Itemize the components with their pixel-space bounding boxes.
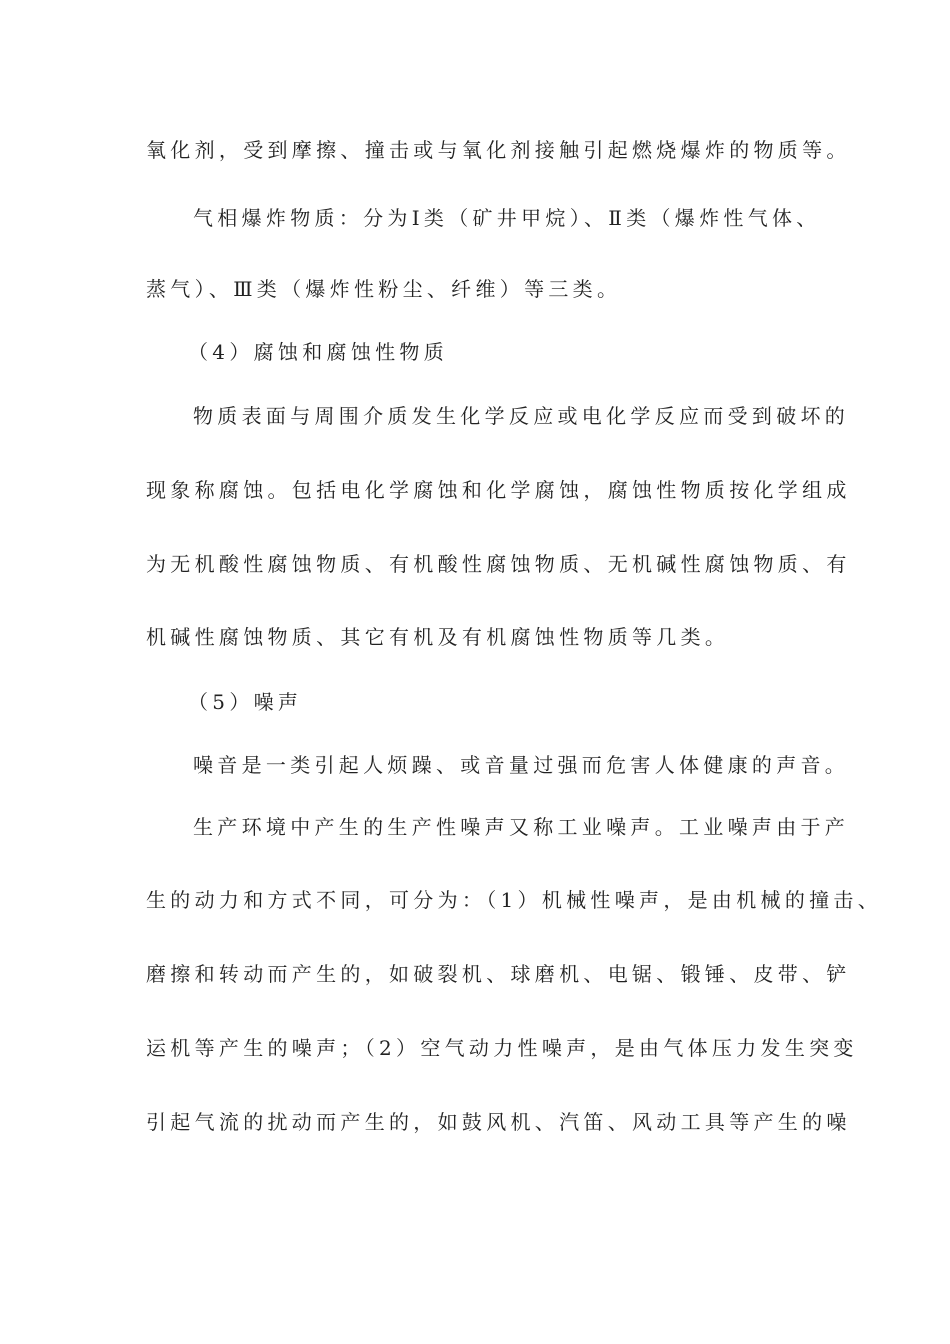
paragraph-line: 物质表面与周围介质发生化学反应或电化学反应而受到破坏的 [193, 404, 850, 428]
paragraph-line: 为无机酸性腐蚀物质、有机酸性腐蚀物质、无机碱性腐蚀物质、有 [146, 552, 851, 576]
paragraph-line: 现象称腐蚀。包括电化学腐蚀和化学腐蚀，腐蚀性物质按化学组成 [146, 478, 851, 502]
section-heading: （5）噪声 [188, 690, 303, 714]
paragraph-line: 机碱性腐蚀物质、其它有机及有机腐蚀性物质等几类。 [146, 625, 730, 649]
section-heading: （4）腐蚀和腐蚀性物质 [188, 340, 449, 364]
paragraph-line: 生的动力和方式不同，可分为：（1）机械性噪声，是由机械的撞击、 [146, 888, 883, 912]
paragraph-line: 气相爆炸物质：分为Ⅰ类（矿井甲烷）、Ⅱ类（爆炸性气体、 [193, 206, 821, 230]
paragraph-line: 噪音是一类引起人烦躁、或音量过强而危害人体健康的声音。 [193, 753, 850, 777]
paragraph-line: 引起气流的扰动而产生的，如鼓风机、汽笛、风动工具等产生的噪 [146, 1110, 851, 1134]
paragraph-line: 运机等产生的噪声；（2）空气动力性噪声，是由气体压力发生突变 [146, 1036, 858, 1060]
paragraph-line: 氧化剂，受到摩擦、撞击或与氧化剂接触引起燃烧爆炸的物质等。 [146, 138, 851, 162]
paragraph-line: 生产环境中产生的生产性噪声又称工业噪声。工业噪声由于产 [193, 815, 850, 839]
paragraph-line: 蒸气）、Ⅲ类（爆炸性粉尘、纤维）等三类。 [146, 277, 622, 301]
paragraph-line: 磨擦和转动而产生的，如破裂机、球磨机、电锯、锻锤、皮带、铲 [146, 962, 851, 986]
